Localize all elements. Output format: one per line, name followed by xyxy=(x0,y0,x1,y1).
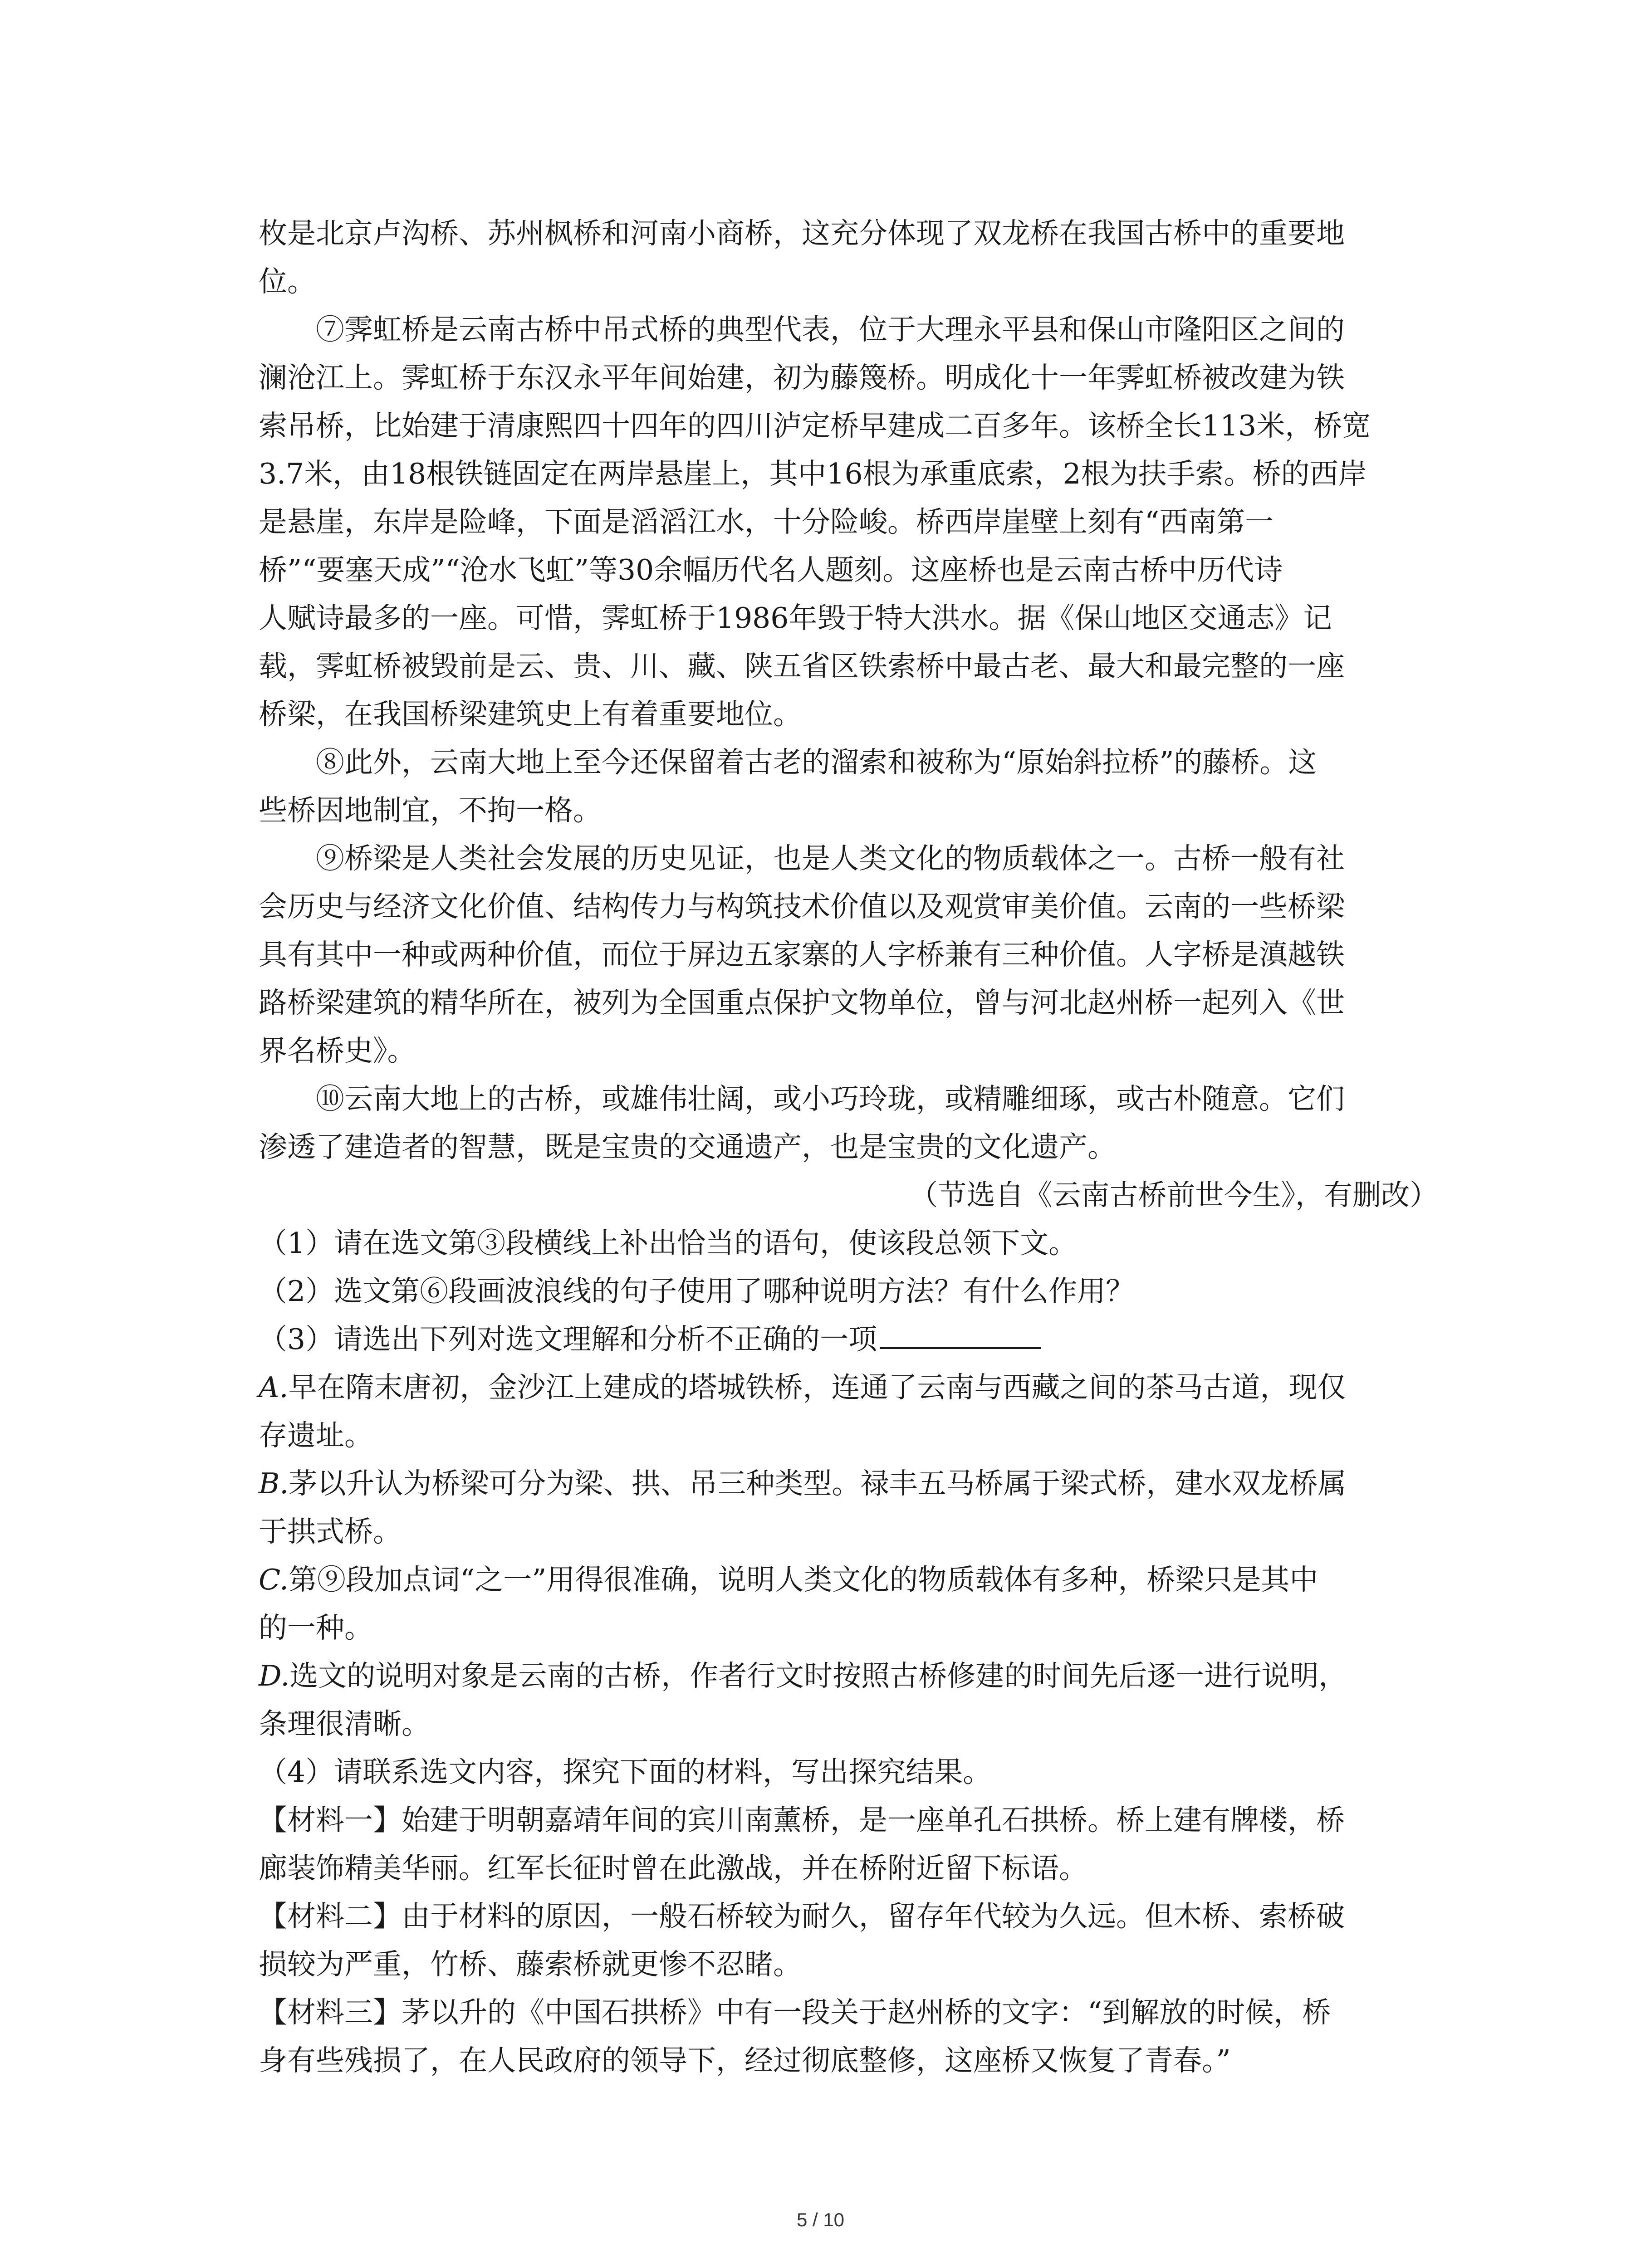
text-line: 人赋诗最多的一座。可惜，霁虹桥于1986年毁于特大洪水。据《保山地区交通志》记 xyxy=(259,601,1332,635)
option-text: 茅以升认为桥梁可分为梁、拱、吊三种类型。禄丰五马桥属于梁式桥，建水双龙桥属 xyxy=(289,1467,1347,1500)
paragraph-8 xyxy=(259,738,1438,835)
answer-blank xyxy=(880,1320,1041,1349)
option-line xyxy=(259,1652,1438,1700)
text-line: 枚是北京卢沟桥、苏州枫桥和河南小商桥，这充分体现了双龙桥在我国古桥中的重要地 xyxy=(259,217,1345,250)
option-text: 第⑨段加点词“之一”用得很准确，说明人类文化的物质载体有多种，桥梁只是其中 xyxy=(288,1563,1318,1596)
text-line: ⑨桥梁是人类社会发展的历史见证，也是人类文化的物质载体之一。古桥一般有社 xyxy=(316,842,1345,875)
text-line: 路桥梁建筑的精华所在，被列为全国重点保护文物单位，曾与河北赵州桥一起列入《世 xyxy=(259,986,1345,1019)
text-line: 索吊桥，比始建于清康熙四十四年的四川泸定桥早建成二百多年。该桥全长113米，桥宽 xyxy=(259,409,1371,442)
option-line xyxy=(259,1364,1438,1412)
question-2: （2）选文第⑥段画波浪线的句子使用了哪种说明方法？有什么作用？ xyxy=(259,1275,1135,1308)
source-attribution: （节选自《云南古桥前世今生》，有删改） xyxy=(909,1178,1438,1212)
option-text: 早在隋末唐初，金沙江上建成的塔城铁桥，连通了云南与西藏之间的茶马古道，现仅 xyxy=(288,1371,1346,1404)
option-line: 存遗址。 xyxy=(259,1419,373,1452)
text-line: 渗透了建造者的智慧，既是宝贵的交通遗产，也是宝贵的文化遗产。 xyxy=(259,1130,1116,1163)
option-b xyxy=(259,1460,1438,1556)
text-line: 具有其中一种或两种价值，而位于屏边五家寨的人字桥兼有三种价值。人字桥是滇越铁 xyxy=(259,938,1345,971)
question-4: （4）请联系选文内容，探究下面的材料，写出探究结果。 xyxy=(259,1755,992,1789)
material-1 xyxy=(259,1796,1438,1892)
material-line: 损较为严重，竹桥、藤索桥就更惨不忍睹。 xyxy=(259,1948,802,1981)
option-line xyxy=(259,1556,1438,1604)
text-line: 3.7米，由18根铁链固定在两岸悬崖上，其中16根为承重底索，2根为扶手索。桥的西岸 xyxy=(259,457,1367,490)
option-text: 选文的说明对象是云南的古桥，作者行文时按照古桥修建的时间先后逐一进行说明， xyxy=(289,1659,1347,1692)
text-line: 位。 xyxy=(259,265,316,298)
option-letter: B. xyxy=(259,1467,289,1500)
material-line: 廊装饰精美华丽。红军长征时曾在此激战，并在桥附近留下标语。 xyxy=(259,1852,1087,1885)
paragraph-6-end xyxy=(259,210,1438,306)
paragraph-10 xyxy=(259,1075,1438,1171)
question-3-text: （3）请选出下列对选文理解和分析不正确的一项 xyxy=(259,1323,877,1356)
material-2 xyxy=(259,1892,1438,1989)
option-line xyxy=(259,1460,1438,1508)
text-line: 些桥因地制宜，不拘一格。 xyxy=(259,794,602,827)
text-line: ⑧此外，云南大地上至今还保留着古老的溜索和被称为“原始斜拉桥”的藤桥。这 xyxy=(316,746,1317,779)
text-line: 载，霁虹桥被毁前是云、贵、川、藏、陕五省区铁索桥中最古老、最大和最完整的一座 xyxy=(259,650,1345,683)
text-line: 桥梁，在我国桥梁建筑史上有着重要地位。 xyxy=(259,698,802,731)
option-line: 的一种。 xyxy=(259,1611,373,1644)
text-line: 澜沧江上。霁虹桥于东汉永平年间始建，初为藤篾桥。明成化十一年霁虹桥被改建为铁 xyxy=(259,361,1345,394)
document-page xyxy=(259,210,1438,2085)
text-line: ⑩云南大地上的古桥，或雄伟壮阔，或小巧玲珑，或精雕细琢，或古朴随意。它们 xyxy=(316,1082,1345,1115)
page-number: 5 / 10 xyxy=(796,2209,845,2230)
material-line: 身有些残损了，在人民政府的领导下，经过彻底整修，这座桥又恢复了青春。” xyxy=(259,2044,1231,2077)
option-letter: A. xyxy=(259,1371,289,1404)
question-1: （1）请在选文第③段横线上补出恰当的语句，使该段总领下文。 xyxy=(259,1227,1078,1260)
option-line: 于拱式桥。 xyxy=(259,1515,402,1548)
text-line: 桥”“要塞天成”“沧水飞虹”等30余幅历代名人题刻。这座桥也是云南古桥中历代诗 xyxy=(259,553,1283,587)
text-line: ⑦霁虹桥是云南古桥中吊式桥的典型代表，位于大理永平县和保山市隆阳区之间的 xyxy=(316,313,1345,346)
question-3 xyxy=(259,1315,1438,1364)
option-a xyxy=(259,1364,1438,1460)
paragraph-9 xyxy=(259,835,1438,1075)
text-line: 界名桥史》。 xyxy=(259,1034,416,1067)
paragraph-7 xyxy=(259,306,1438,738)
option-letter: D. xyxy=(259,1659,290,1692)
option-d xyxy=(259,1652,1438,1748)
option-line: 条理很清晰。 xyxy=(259,1707,430,1740)
material-3 xyxy=(259,1989,1438,2085)
text-line: 会历史与经济文化价值、结构传力与构筑技术价值以及观赏审美价值。云南的一些桥梁 xyxy=(259,890,1345,923)
material-line: 【材料二】由于材料的原因，一般石桥较为耐久，留存年代较为久远。但木桥、索桥破 xyxy=(259,1900,1345,1933)
material-line: 【材料三】茅以升的《中国石拱桥》中有一段关于赵州桥的文字：“到解放的时候，桥 xyxy=(259,1996,1331,2029)
option-c xyxy=(259,1556,1438,1652)
material-line: 【材料一】始建于明朝嘉靖年间的宾川南薰桥，是一座单孔石拱桥。桥上建有牌楼，桥 xyxy=(259,1804,1345,1837)
option-letter: C. xyxy=(259,1563,289,1596)
text-line: 是悬崖，东岸是险峰，下面是滔滔江水，十分险峻。桥西岸崖壁上刻有“西南第一 xyxy=(259,505,1274,538)
